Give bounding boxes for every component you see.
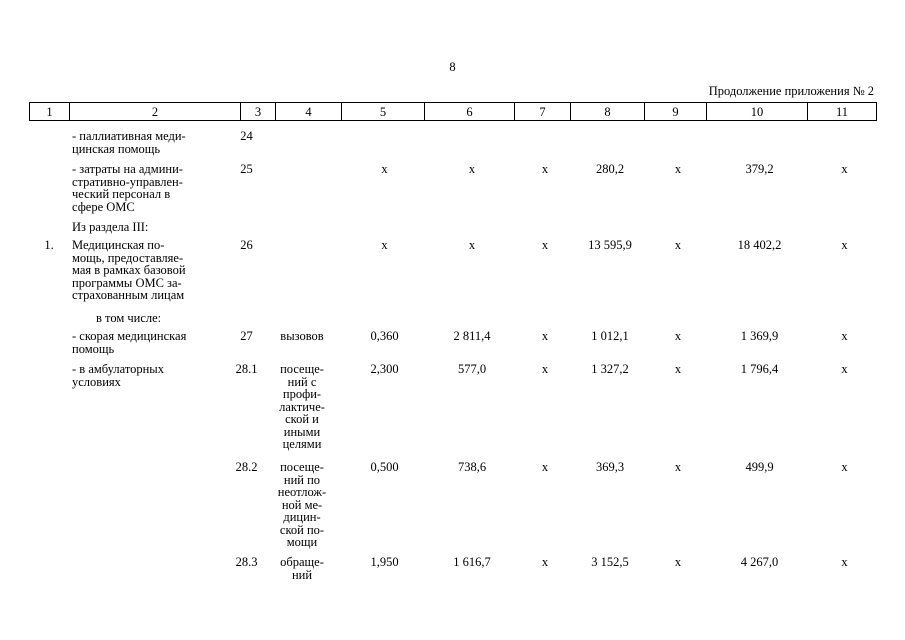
cell-col4: обраще- ний <box>280 555 324 582</box>
cell-col11: х <box>841 555 848 569</box>
cell-col8: 3 152,5 <box>591 555 629 569</box>
cell-col10: 18 402,2 <box>737 238 782 252</box>
cell-col7: х <box>541 238 549 252</box>
cell-col9: х <box>674 362 682 376</box>
cell-col4: вызовов <box>280 329 324 343</box>
cell-col5: 2,300 <box>370 362 399 376</box>
cell-col9: х <box>674 555 682 569</box>
header-cell-11: 11 <box>808 103 877 121</box>
header-cell-5: 5 <box>342 103 425 121</box>
cell-col9: х <box>674 460 682 474</box>
header-cell-6: 6 <box>425 103 515 121</box>
cell-col8: 13 595,9 <box>588 238 632 252</box>
header-cell-8: 8 <box>571 103 645 121</box>
cell-col5: 0,360 <box>370 329 399 343</box>
cell-col9: х <box>674 238 682 252</box>
cell-col3: 26 <box>240 238 253 252</box>
cell-col9: х <box>674 329 682 343</box>
cell-col3: 24 <box>240 129 253 143</box>
column-number-header <box>29 102 877 121</box>
cell-col11: х <box>841 460 848 474</box>
cell-col7: х <box>541 362 549 376</box>
cell-col3: 25 <box>240 162 253 176</box>
cell-col2: - затраты на админи- стративно-управлен- ческий персонал в сфере ОМС <box>72 162 183 214</box>
cell-col6: 1 616,7 <box>453 555 491 569</box>
cell-col2: - паллиативная меди- цинская помощь <box>72 129 186 156</box>
cell-col7: х <box>541 329 549 343</box>
header-cell-7: 7 <box>515 103 571 121</box>
cell-col11: х <box>841 329 848 343</box>
cell-col2: Медицинская по- мощь, предоставляе- мая в рамках базовой программы ОМС за- страхованным лицам <box>72 238 186 302</box>
cell-col1: 1. <box>44 238 54 252</box>
cell-col10: 4 267,0 <box>740 555 779 569</box>
cell-col5: 0,500 <box>370 460 399 474</box>
cell-col11: х <box>841 238 848 252</box>
appendix-caption: Продолжение приложения № 2 <box>708 84 874 98</box>
cell-col4: посеще- ний с профи- лактиче- ской и иными целями <box>279 362 325 451</box>
header-cell-4: 4 <box>276 103 342 121</box>
cell-col6: 577,0 <box>457 362 487 376</box>
header-cell-1: 1 <box>30 103 70 121</box>
cell-col3: 28.2 <box>235 460 258 474</box>
cell-col2: - в амбулаторных условиях <box>72 362 164 389</box>
cell-col6: 738,6 <box>457 460 487 474</box>
cell-col4: посеще- ний по неотлож- ной ме- дицин- ской по- мощи <box>277 460 327 549</box>
cell-col10: 1 796,4 <box>740 362 779 376</box>
cell-col10: 499,9 <box>745 460 774 474</box>
cell-col7: х <box>541 460 549 474</box>
cell-col2: - скорая медицинская помощь <box>72 329 187 356</box>
cell-col3: 28.3 <box>235 555 258 569</box>
cell-col11: х <box>841 162 848 176</box>
cell-col5: х <box>381 238 388 252</box>
cell-col2: Из раздела III: <box>72 220 149 234</box>
cell-col3: 27 <box>240 329 253 343</box>
cell-col3: 28.1 <box>235 362 258 376</box>
header-cell-9: 9 <box>645 103 707 121</box>
cell-col6: х <box>468 238 476 252</box>
header-cell-10: 10 <box>707 103 808 121</box>
cell-col8: 369,3 <box>595 460 625 474</box>
cell-col8: 280,2 <box>595 162 625 176</box>
cell-col5: х <box>381 162 388 176</box>
cell-col10: 379,2 <box>745 162 774 176</box>
cell-col6: х <box>468 162 476 176</box>
cell-col11: х <box>841 362 848 376</box>
cell-col7: х <box>541 162 549 176</box>
header-cell-2: 2 <box>70 103 241 121</box>
header-cell-3: 3 <box>241 103 276 121</box>
page-number: 8 <box>449 60 456 74</box>
cell-col8: 1 012,1 <box>591 329 629 343</box>
cell-col2: в том числе: <box>96 311 162 325</box>
cell-col7: х <box>541 555 549 569</box>
cell-col10: 1 369,9 <box>740 329 779 343</box>
cell-col9: х <box>674 162 682 176</box>
cell-col5: 1,950 <box>370 555 399 569</box>
cell-col6: 2 811,4 <box>453 329 491 343</box>
cell-col8: 1 327,2 <box>591 362 629 376</box>
